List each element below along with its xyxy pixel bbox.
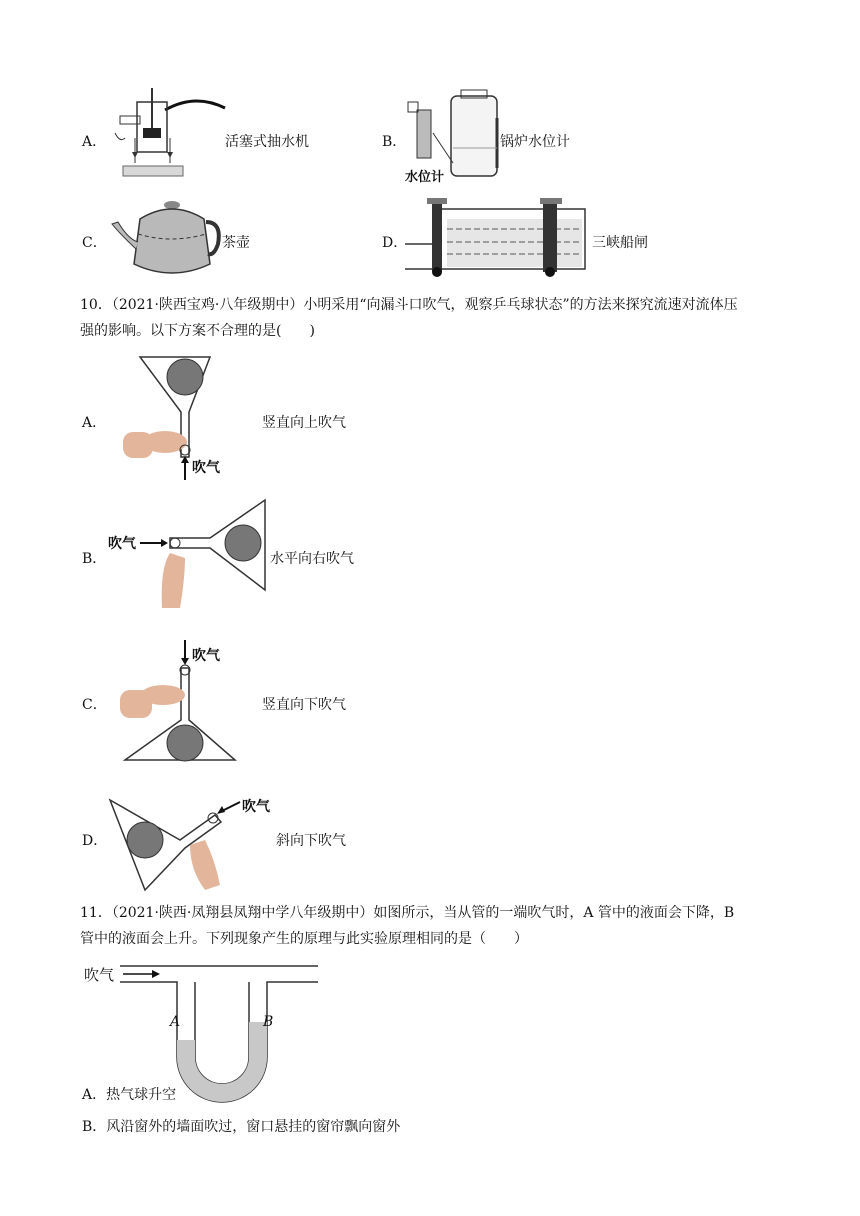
ship-lock-icon xyxy=(405,194,590,279)
q10-option-d-caption: 斜向下吹气 xyxy=(276,833,346,849)
funnel-blow-down-figure xyxy=(115,640,240,770)
q10-option-b-caption: 水平向右吹气 xyxy=(270,551,354,567)
q11-option-b-text: 风沿窗外的墙面吹过，窗口悬挂的窗帘飘向窗外 xyxy=(106,1119,401,1135)
u-tube-figure xyxy=(120,962,320,1082)
q9-option-c-letter: C． xyxy=(82,235,107,251)
q10-stem-line-2: 强的影响。以下方案不合理的是( ) xyxy=(80,323,315,339)
tube-b-label: B xyxy=(263,1014,274,1030)
q11-option-a-letter: A． xyxy=(82,1087,107,1103)
tube-a-label: A xyxy=(170,1014,181,1030)
q10-a-blow-label: 吹气 xyxy=(192,460,220,476)
q10-stem xyxy=(80,292,780,344)
q11-blow-label: 吹气 xyxy=(84,966,115,984)
q11-stem-line-2: 管中的液面会上升。下列现象产生的原理与此实验原理相同的是（ ） xyxy=(80,931,528,947)
q9-option-d-letter: D． xyxy=(382,235,408,251)
q11-option-b xyxy=(82,1116,400,1136)
q11-option-a xyxy=(82,1084,176,1104)
q9-option-b-letter: B． xyxy=(382,134,407,150)
q11-stem-line-1: 11．（2021·陕西·凤翔县凤翔中学八年级期中）如图所示，当从管的一端吹气时，A 管中的液面会下降，B xyxy=(80,905,735,921)
q10-option-d-letter: D． xyxy=(82,833,108,849)
q10-option-a-caption: 竖直向上吹气 xyxy=(262,415,346,431)
q9-option-b-caption: 锅炉水位计 xyxy=(500,134,570,150)
teapot-icon xyxy=(110,194,220,284)
funnel-blow-right-figure xyxy=(140,498,275,613)
q11-option-a-text: 热气球升空 xyxy=(106,1087,177,1103)
q10-option-c-letter: C． xyxy=(82,697,107,713)
q9-option-d-caption: 三峡船闸 xyxy=(592,235,648,251)
q10-d-blow-label: 吹气 xyxy=(242,799,270,815)
q10-b-blow-label: 吹气 xyxy=(108,536,136,552)
q10-stem-line-1: 10．（2021·陕西宝鸡·八年级期中）小明采用“向漏斗口吹气，观察乒乓球状态”的方法来探究流速对流体压 xyxy=(80,297,738,313)
q9-option-a-caption: 活塞式抽水机 xyxy=(225,134,309,150)
q9-option-a-letter: A． xyxy=(82,134,107,150)
water-level-gauge-figure-label: 水位计 xyxy=(405,170,445,185)
q11-stem xyxy=(80,900,780,952)
funnel-blow-diagonal-figure xyxy=(105,790,245,895)
q10-option-c-caption: 竖直向下吹气 xyxy=(262,697,346,713)
q11-option-b-letter: B． xyxy=(82,1119,107,1135)
q10-c-blow-label: 吹气 xyxy=(192,648,220,664)
q9-option-c-caption: 茶壶 xyxy=(222,235,250,251)
q10-option-a-letter: A． xyxy=(82,415,107,431)
q10-option-b-letter: B． xyxy=(82,551,107,567)
